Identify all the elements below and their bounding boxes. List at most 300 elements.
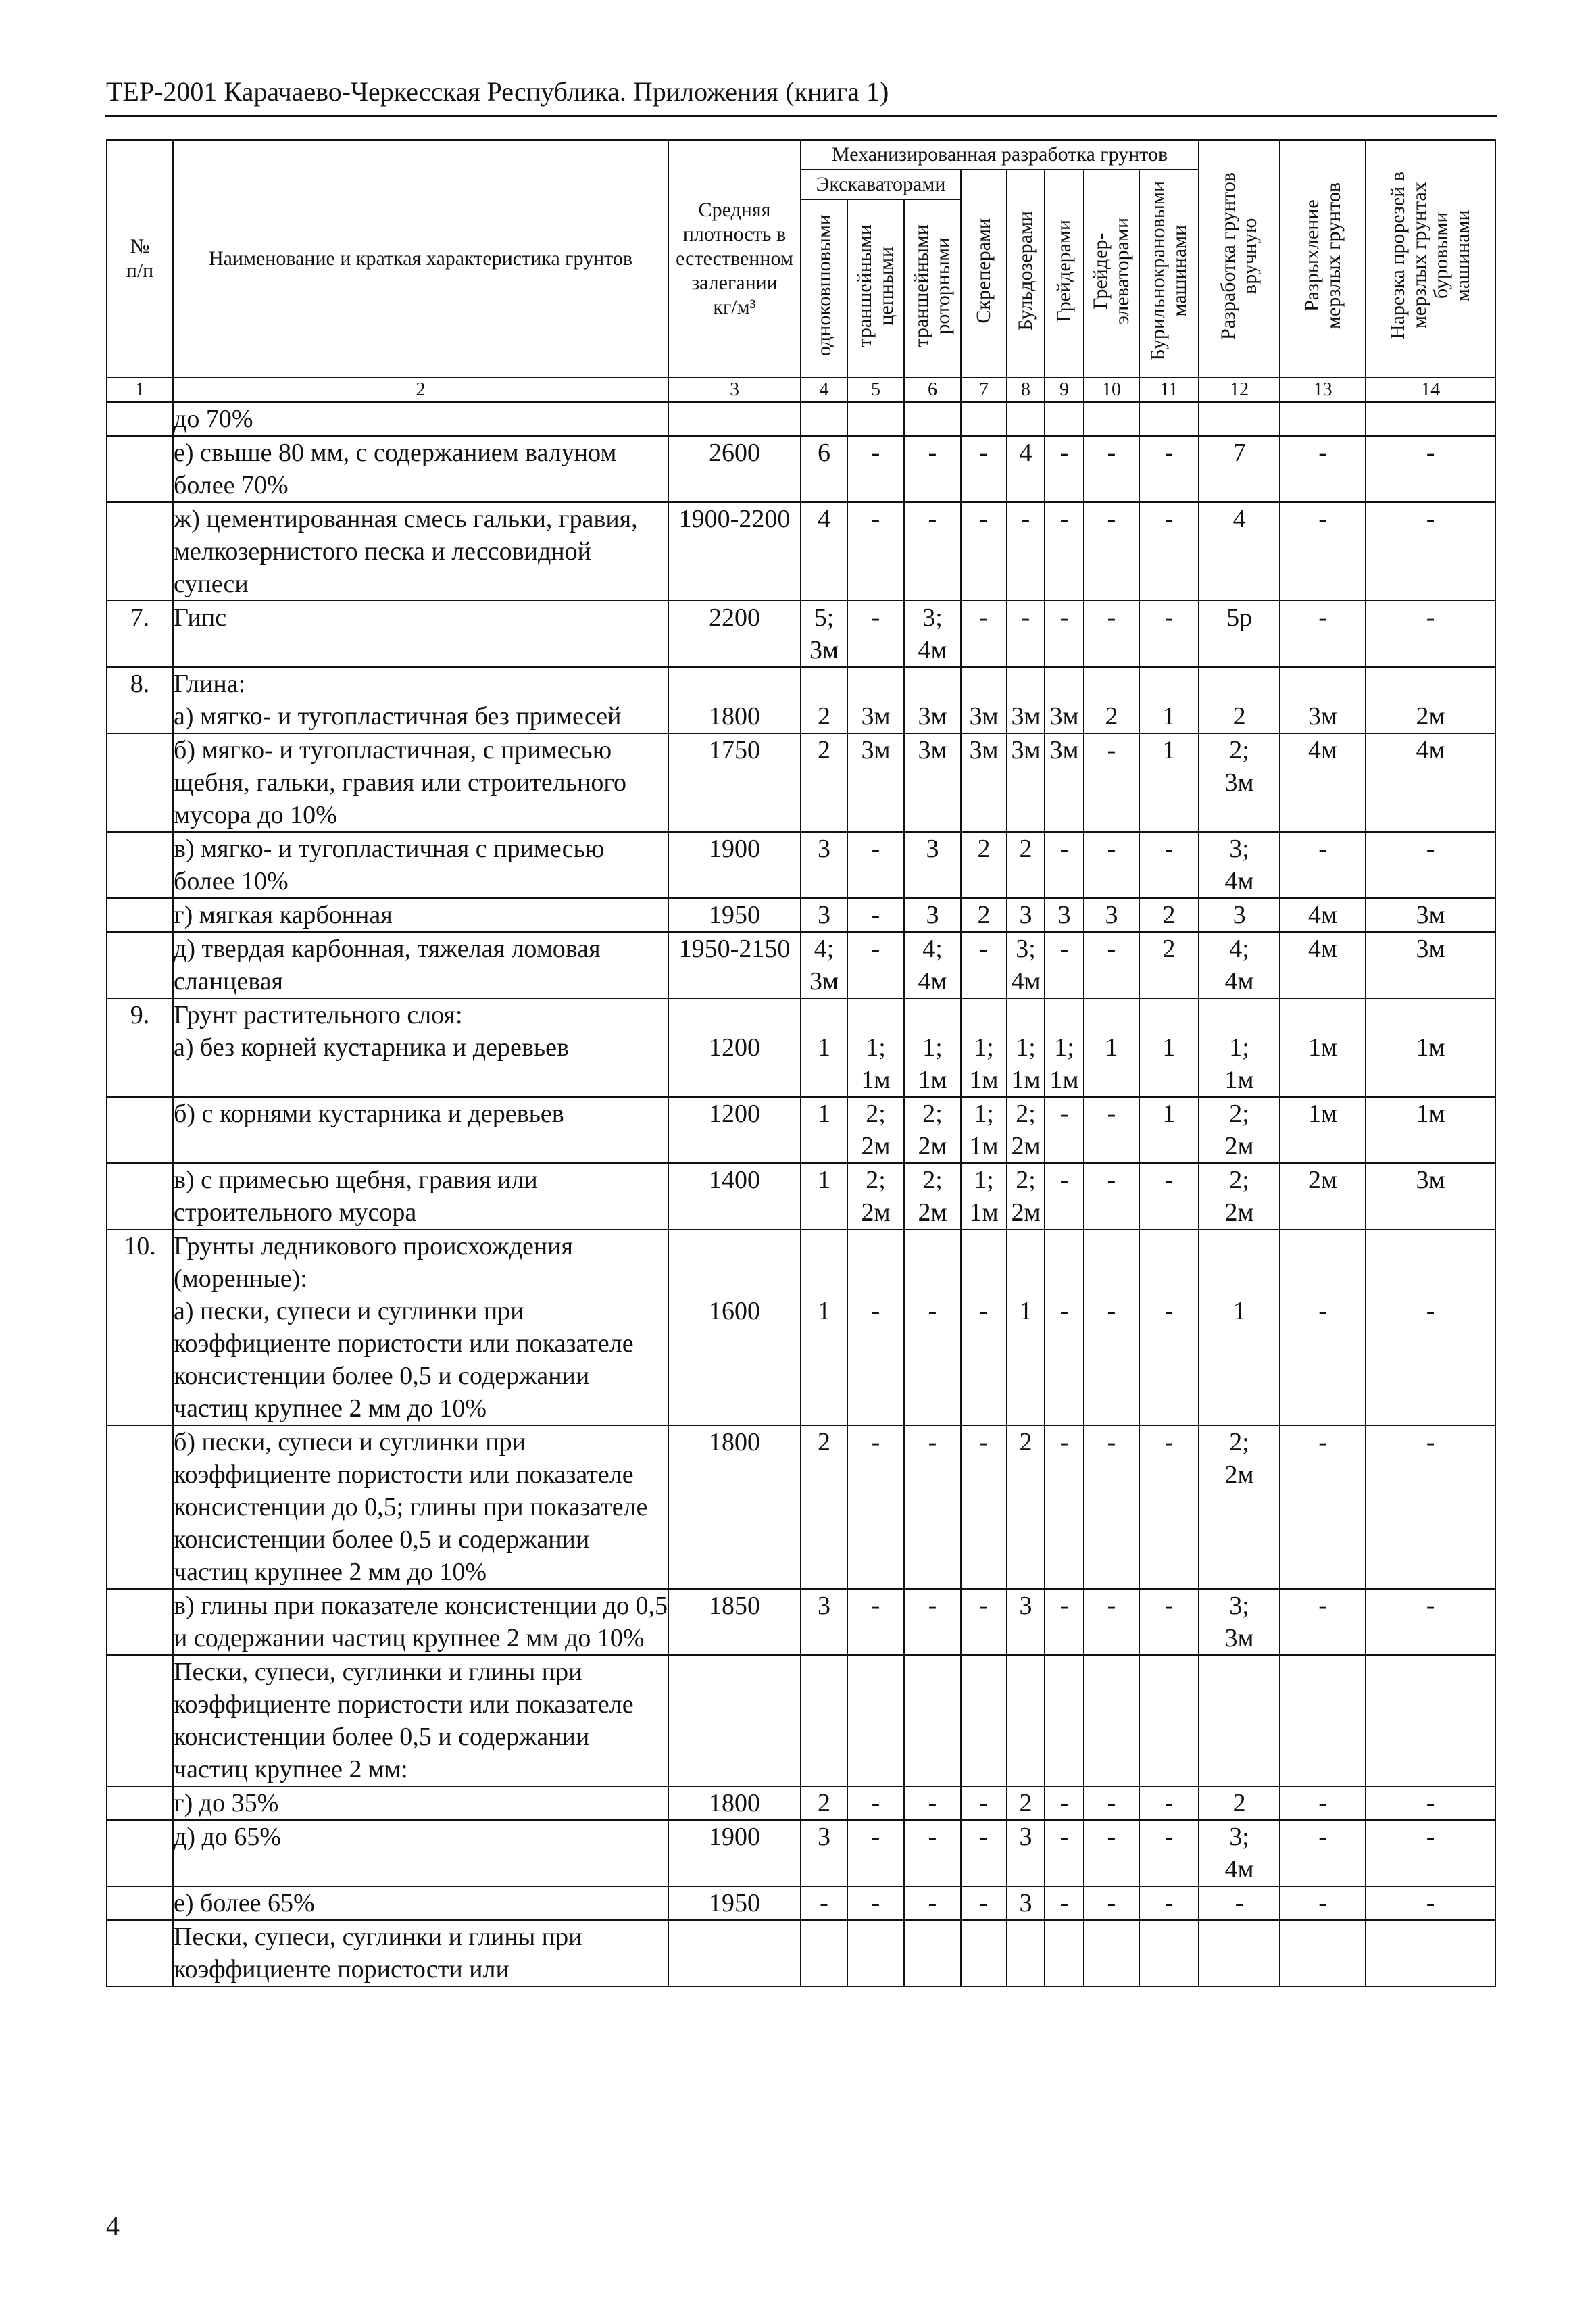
category-value: - (928, 1428, 937, 1456)
category-value: 3м (1049, 702, 1079, 731)
header-bulldozers: Бульдозерами (1007, 170, 1045, 378)
category-value: 2; 2м (918, 1166, 947, 1227)
header-frozen-cutting: Нарезка прорезей в мерзлых грунтах буровыми машинами (1366, 140, 1495, 378)
category-value: - (1107, 1592, 1116, 1620)
category-value: - (1164, 1428, 1174, 1456)
category-value: 3 (1019, 1823, 1032, 1851)
category-value: 1; 1м (861, 1033, 891, 1094)
category-value: - (1164, 1823, 1174, 1851)
density-value: 1950 (709, 1889, 760, 1917)
density-value: 1800 (709, 1428, 760, 1456)
category-value: - (979, 1889, 989, 1917)
table-row (107, 1820, 1495, 1886)
density-value: 1900 (709, 835, 760, 863)
table-row (107, 1886, 1495, 1920)
soil-description: д) до 65% (174, 1823, 281, 1851)
category-value: - (1107, 439, 1116, 467)
category-value: 3 (818, 1592, 830, 1620)
category-value: - (871, 1297, 880, 1325)
density-value: 1200 (709, 1100, 760, 1128)
row-number (107, 832, 173, 898)
category-value: - (1318, 604, 1327, 632)
category-value: 3 (926, 835, 939, 863)
category-value: - (979, 1592, 989, 1620)
category-value: - (1107, 1789, 1116, 1817)
category-value: 3; 3м (1224, 1592, 1254, 1652)
category-value: 1 (818, 1100, 830, 1128)
category-value: 2 (1232, 702, 1246, 731)
category-value: 1 (1162, 702, 1176, 731)
category-value: 2; 2м (1011, 1100, 1041, 1160)
column-number: 8 (1007, 378, 1045, 402)
category-value: - (871, 1823, 880, 1851)
category-value: - (928, 1592, 937, 1620)
density-value: 1900-2200 (678, 505, 791, 533)
header-graders: Грейдерами (1045, 170, 1084, 378)
category-value: - (1164, 1592, 1174, 1620)
category-value: - (871, 604, 880, 632)
table-row (107, 998, 1495, 1097)
category-value: - (1426, 439, 1435, 467)
table-row (107, 832, 1495, 898)
category-value: - (871, 1889, 880, 1917)
row-number: 8. (107, 667, 173, 733)
header-frozen-loosening: Разрыхление мерзлых грунтов (1280, 140, 1366, 378)
category-value: 3; 4м (1011, 935, 1041, 995)
category-value: 1 (1105, 1033, 1118, 1062)
category-value: 1 (818, 1166, 830, 1194)
category-value: 3м (918, 702, 947, 731)
category-value: 1м (1416, 1033, 1445, 1062)
category-value: - (1426, 1889, 1435, 1917)
table-row (107, 436, 1495, 502)
category-value: 2; 2м (1224, 1428, 1254, 1489)
category-value: 2 (1019, 835, 1032, 863)
density-value: 1900 (709, 1823, 760, 1851)
category-value: - (1164, 1297, 1174, 1325)
category-value: - (871, 1428, 880, 1456)
category-value: - (979, 439, 989, 467)
row-number (107, 733, 173, 832)
row-number (107, 898, 173, 932)
category-value: 3м (1416, 1166, 1445, 1194)
category-value: - (979, 1789, 989, 1817)
category-value: - (1021, 505, 1030, 533)
category-value: - (1164, 1166, 1174, 1194)
density-value: 1750 (709, 736, 760, 764)
category-value: - (1426, 1789, 1435, 1817)
table-row (107, 1589, 1495, 1655)
category-value: - (928, 505, 937, 533)
category-value: 2 (818, 736, 830, 764)
category-value: 4 (1232, 505, 1246, 533)
column-number: 9 (1045, 378, 1084, 402)
category-value: - (928, 1823, 937, 1851)
table-row (107, 932, 1495, 998)
category-value: 2 (818, 1789, 830, 1817)
table-row (107, 898, 1495, 932)
column-number: 4 (801, 378, 847, 402)
category-value: - (871, 835, 880, 863)
category-value: - (1164, 835, 1174, 863)
row-number (107, 1655, 173, 1786)
table-row (107, 667, 1495, 733)
table-row (107, 502, 1495, 601)
category-value: 4м (1416, 736, 1445, 764)
category-value: 4м (1308, 901, 1338, 929)
row-number (107, 436, 173, 502)
category-value: 3м (1416, 901, 1445, 929)
table-row (107, 1425, 1495, 1589)
category-value: 4 (1019, 439, 1032, 467)
soil-table (106, 139, 1496, 1987)
category-value: 3м (969, 736, 999, 764)
column-number: 1 (107, 378, 173, 402)
category-value: 2 (977, 901, 991, 929)
category-value: 5; 3м (809, 604, 839, 664)
row-number (107, 1786, 173, 1820)
soil-description: е) свыше 80 мм, с содержанием валуном более 70% (174, 439, 617, 499)
category-value: - (1059, 1823, 1069, 1851)
header-trench-chain: траншейными цепными (847, 199, 904, 378)
category-value: 3 (1105, 901, 1118, 929)
category-value: - (1107, 1889, 1116, 1917)
category-value: - (1059, 604, 1069, 632)
header-drill-crane: Бурильнокрановыми машинами (1139, 170, 1199, 378)
category-value: - (928, 439, 937, 467)
header-scrapers: Скреперами (961, 170, 1007, 378)
category-value: 2 (1019, 1789, 1032, 1817)
header-trench-rotor: траншейными роторными (904, 199, 961, 378)
row-number (107, 502, 173, 601)
row-number (107, 1589, 173, 1655)
category-value: 4 (818, 505, 830, 533)
header-num: № п/п (107, 140, 173, 378)
header-grader-elevators: Грейдер- элеваторами (1084, 170, 1139, 378)
category-value: 3м (861, 736, 891, 764)
category-value: 2 (1232, 1789, 1246, 1817)
soil-description: ж) цементированная смесь гальки, гравия, мелкозернистого песка и лессовидной супеси (174, 505, 638, 598)
category-value: - (928, 1297, 937, 1325)
soil-description: в) глины при показателе консистенции до 0,5 и содержании частиц крупнее 2 мм до 10% (174, 1592, 668, 1652)
column-number: 3 (668, 378, 801, 402)
category-value: - (1164, 1789, 1174, 1817)
density-value: 1950 (709, 901, 760, 929)
density-value: 1200 (709, 1033, 760, 1062)
category-value: - (1164, 439, 1174, 467)
category-value: 3; 4м (1224, 1823, 1254, 1884)
category-value: - (1107, 505, 1116, 533)
category-value: - (1059, 835, 1069, 863)
category-value: 1м (1308, 1100, 1338, 1128)
column-number: 5 (847, 378, 904, 402)
header-excavators: Экскаваторами (801, 170, 961, 199)
category-value: 1 (818, 1033, 830, 1062)
category-value: 2 (977, 835, 991, 863)
category-value: 2м (1308, 1166, 1338, 1194)
category-value: 7 (1232, 439, 1246, 467)
category-value: - (820, 1889, 828, 1917)
category-value: 3 (1019, 901, 1032, 929)
row-number (107, 1097, 173, 1163)
soil-description: в) мягко- и тугопластичная с примесью более 10% (174, 835, 605, 895)
table-row (107, 1229, 1495, 1425)
soil-description: Глина: а) мягко- и тугопластичная без примесей (174, 670, 622, 731)
category-value: 4м (1308, 736, 1338, 764)
row-number (107, 1425, 173, 1589)
category-value: - (1107, 935, 1116, 963)
category-value: 3 (1019, 1889, 1032, 1917)
category-value: 1; 1м (1049, 1033, 1079, 1094)
row-number (107, 932, 173, 998)
density-value: 1600 (709, 1297, 760, 1325)
soil-description: б) с корнями кустарника и деревьев (174, 1100, 564, 1128)
category-value: - (1164, 1889, 1174, 1917)
category-value: 3 (818, 835, 830, 863)
category-value: - (1426, 1297, 1435, 1325)
category-value: - (1059, 1100, 1069, 1128)
table-row (107, 402, 1495, 436)
column-number: 12 (1199, 378, 1280, 402)
soil-description: е) более 65% (174, 1889, 315, 1917)
category-value: 1; 1м (969, 1166, 999, 1227)
soil-description: в) с примесью щебня, гравия или строительного мусора (174, 1166, 538, 1227)
category-value: - (1318, 1428, 1327, 1456)
category-value: 1; 1м (918, 1033, 947, 1094)
category-value: - (1318, 439, 1327, 467)
column-number: 13 (1280, 378, 1366, 402)
category-value: - (1107, 604, 1116, 632)
category-value: - (1059, 439, 1069, 467)
table-row (107, 733, 1495, 832)
category-value: 1м (1308, 1033, 1338, 1062)
category-value: - (979, 1297, 989, 1325)
category-value: - (1059, 1789, 1069, 1817)
row-number (107, 1920, 173, 1986)
category-value: - (1318, 1789, 1327, 1817)
category-value: 1 (818, 1297, 830, 1325)
category-value: - (979, 604, 989, 632)
category-value: 3 (1019, 1592, 1032, 1620)
category-value: - (1059, 1592, 1069, 1620)
category-value: 3м (1416, 935, 1445, 963)
category-value: 1; 1м (969, 1100, 999, 1160)
category-value: - (1107, 1297, 1116, 1325)
title-rule (105, 115, 1497, 117)
table-body (107, 402, 1495, 1986)
page-number: 4 (106, 2211, 120, 2241)
column-number: 10 (1084, 378, 1139, 402)
row-number (107, 1820, 173, 1886)
category-value: 2; 2м (1224, 1166, 1254, 1227)
category-value: 2; 2м (1011, 1166, 1041, 1227)
category-value: - (979, 935, 989, 963)
column-number: 7 (961, 378, 1007, 402)
category-value: 1; 1м (1224, 1033, 1254, 1094)
category-value: 4; 4м (1224, 935, 1254, 995)
category-value: 1; 1м (969, 1033, 999, 1094)
category-value: - (871, 1592, 880, 1620)
column-number-row (107, 378, 1495, 402)
soil-description: Пески, супеси, суглинки и глины при коэффициенте пористости или показателе консистенции более 0,5 и содержании частиц крупнее 2 мм: (174, 1658, 634, 1783)
category-value: - (1318, 1592, 1327, 1620)
density-value: 1400 (709, 1166, 760, 1194)
category-value: 1 (1232, 1297, 1246, 1325)
category-value: 2 (818, 702, 830, 731)
category-value: 3; 4м (1224, 835, 1254, 895)
category-value: - (1059, 935, 1069, 963)
category-value: 6 (818, 439, 830, 467)
soil-description: д) твердая карбонная, тяжелая ломовая сланцевая (174, 935, 601, 995)
category-value: - (1164, 505, 1174, 533)
row-number: 9. (107, 998, 173, 1097)
soil-description: б) мягко- и тугопластичная, с примесью щебня, гальки, гравия или строительного мусора до 10% (174, 736, 627, 829)
category-value: 4; 4м (918, 935, 947, 995)
category-value: 2 (1162, 935, 1176, 963)
page-title: ТЕР-2001 Карачаево-Черкесская Республика. Приложения (книга 1) (106, 76, 889, 107)
table-row (107, 1786, 1495, 1820)
soil-description: до 70% (174, 405, 253, 433)
category-value: 3 (926, 901, 939, 929)
column-number: 11 (1139, 378, 1199, 402)
category-value: 3м (861, 702, 891, 731)
category-value: 4; 3м (809, 935, 839, 995)
category-value: - (1318, 1823, 1327, 1851)
category-value: 3 (1232, 901, 1246, 929)
category-value: - (871, 901, 880, 929)
soil-description: Гипс (174, 604, 227, 632)
row-number (107, 1886, 173, 1920)
category-value: - (928, 1889, 937, 1917)
category-value: 2 (1162, 901, 1176, 929)
category-value: - (1318, 1889, 1327, 1917)
category-value: 1 (1162, 1033, 1176, 1062)
category-value: 3 (818, 901, 830, 929)
density-value: 1800 (709, 1789, 760, 1817)
category-value: - (1107, 736, 1116, 764)
header-manual: Разработка грунтов вручную (1199, 140, 1280, 378)
row-number: 7. (107, 601, 173, 667)
category-value: - (1164, 604, 1174, 632)
category-value: 1 (1162, 736, 1176, 764)
category-value: - (928, 1789, 937, 1817)
category-value: - (1059, 1428, 1069, 1456)
category-value: 2; 3м (1224, 736, 1254, 797)
table-row (107, 601, 1495, 667)
category-value: 3м (1011, 736, 1041, 764)
table-row (107, 1163, 1495, 1229)
soil-description: г) мягкая карбонная (174, 901, 393, 929)
category-value: - (1426, 1592, 1435, 1620)
header-name: Наименование и краткая характеристика грунтов (173, 140, 668, 378)
category-value: 3 (1057, 901, 1071, 929)
column-number: 14 (1366, 378, 1495, 402)
category-value: - (1059, 1889, 1069, 1917)
soil-description: б) пески, супеси и суглинки при коэффициенте пористости или показателе консистенции до 0,5; глины при показателе консистенции более 0,5 и содержании частиц крупнее 2 мм до 10% (174, 1428, 648, 1586)
category-value: 3; 4м (918, 604, 947, 664)
category-value: - (1235, 1889, 1244, 1917)
category-value: - (1426, 1428, 1435, 1456)
category-value: 2 (818, 1428, 830, 1456)
category-value: 2; 2м (1224, 1100, 1254, 1160)
category-value: - (1059, 505, 1069, 533)
category-value: - (1107, 1100, 1116, 1128)
category-value: - (1107, 1428, 1116, 1456)
category-value: 2; 2м (918, 1100, 947, 1160)
category-value: 2 (1019, 1428, 1032, 1456)
category-value: - (1426, 1823, 1435, 1851)
category-value: - (979, 505, 989, 533)
category-value: - (1059, 1166, 1069, 1194)
density-value: 1800 (709, 702, 760, 731)
row-number (107, 402, 173, 436)
column-number: 6 (904, 378, 961, 402)
category-value: - (1107, 1166, 1116, 1194)
category-value: - (1059, 1297, 1069, 1325)
row-number (107, 1163, 173, 1229)
category-value: - (871, 439, 880, 467)
category-value: 1 (1019, 1297, 1032, 1325)
category-value: 3м (969, 702, 999, 731)
category-value: - (1107, 835, 1116, 863)
category-value: - (1426, 835, 1435, 863)
table-row (107, 1920, 1495, 1986)
category-value: 1 (1162, 1100, 1176, 1128)
header-density: Средняя плотность в естественном залегании кг/м³ (668, 140, 801, 378)
category-value: - (1107, 1823, 1116, 1851)
category-value: 1м (1416, 1100, 1445, 1128)
category-value: - (979, 1428, 989, 1456)
category-value: - (1426, 604, 1435, 632)
soil-description: Грунты ледникового происхождения (моренные): а) пески, супеси и суглинки при коэффициенте пористости или показателе консистенции более 0,5 и содержании частиц крупнее 2 мм до 10% (174, 1232, 634, 1423)
category-value: 5р (1226, 604, 1253, 632)
soil-description: г) до 35% (174, 1789, 279, 1817)
category-value: - (871, 1789, 880, 1817)
category-value: 3м (1049, 736, 1079, 764)
category-value: 3м (1011, 702, 1041, 731)
category-value: 2м (1416, 702, 1445, 731)
category-value: - (1318, 505, 1327, 533)
row-number: 10. (107, 1229, 173, 1425)
category-value: 1; 1м (1011, 1033, 1041, 1094)
category-value: - (1021, 604, 1030, 632)
soil-description: Пески, супеси, суглинки и глины при коэффициенте пористости или (174, 1923, 582, 1984)
category-value: - (1426, 505, 1435, 533)
category-value: - (871, 505, 880, 533)
category-value: - (1318, 835, 1327, 863)
category-value: - (979, 1823, 989, 1851)
density-value: 1850 (709, 1592, 760, 1620)
category-value: 3м (918, 736, 947, 764)
header-single-bucket: одноковшовыми (801, 199, 847, 378)
column-number: 2 (173, 378, 668, 402)
density-value: 2600 (709, 439, 760, 467)
category-value: 2; 2м (861, 1166, 891, 1227)
soil-description: Грунт растительного слоя: а) без корней кустарника и деревьев (174, 1001, 569, 1062)
header-mechanized: Механизированная разработка грунтов (801, 140, 1199, 170)
density-value: 1950-2150 (678, 935, 791, 963)
category-value: - (1318, 1297, 1327, 1325)
category-value: 3м (1308, 702, 1338, 731)
category-value: 3 (818, 1823, 830, 1851)
category-value: 4м (1308, 935, 1338, 963)
category-value: - (871, 935, 880, 963)
density-value: 2200 (709, 604, 760, 632)
category-value: 2; 2м (861, 1100, 891, 1160)
table-row (107, 1097, 1495, 1163)
category-value: 2 (1105, 702, 1118, 731)
table-row (107, 1655, 1495, 1786)
